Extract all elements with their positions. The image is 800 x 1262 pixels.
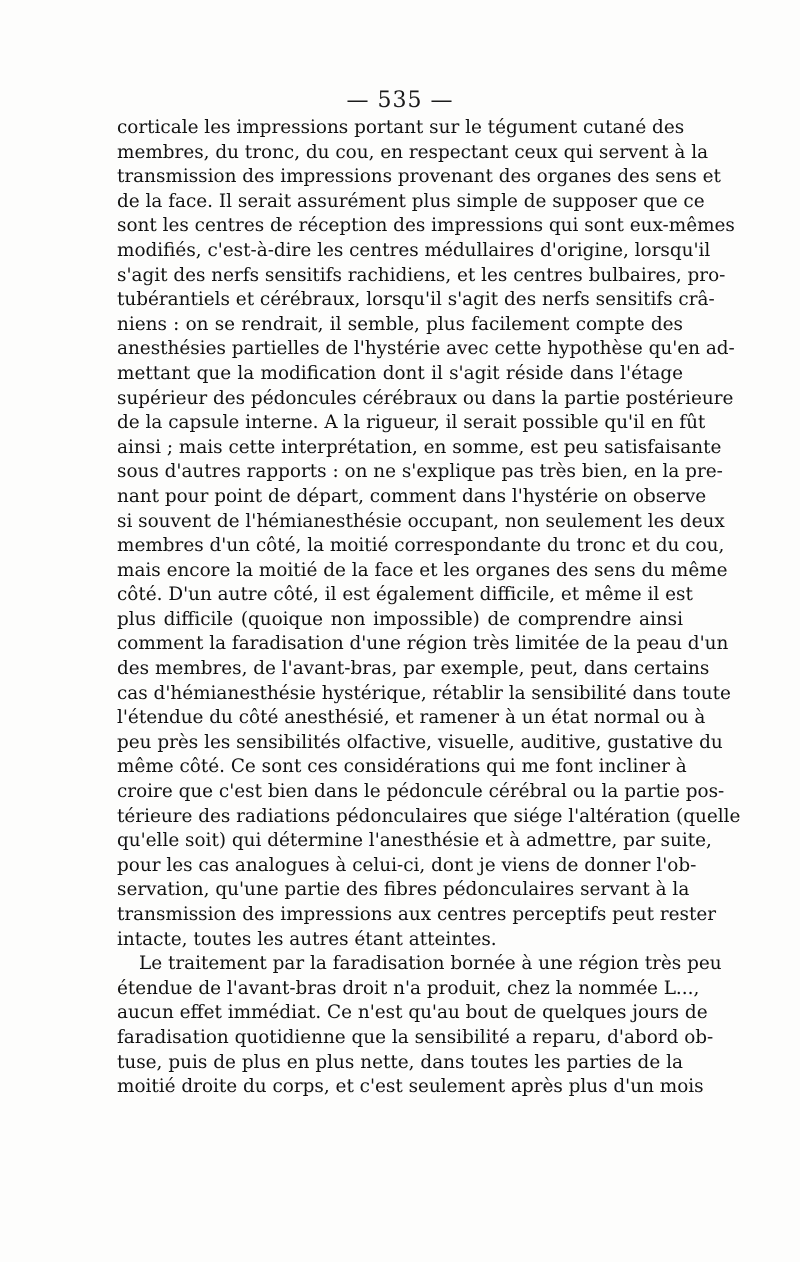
text-line: transmission des impressions provenant des organes des sens et <box>117 166 721 188</box>
text-line: modifiés, c'est-à-dire les centres médullaires d'origine, lorsqu'il <box>117 239 711 261</box>
paragraph-end-line: intacte, toutes les autres étant atteintes. <box>117 928 497 950</box>
text-line: cas d'hémianesthésie hystérique, rétablir la sensibilité dans toute <box>117 682 731 704</box>
text-line: ainsi ; mais cette interprétation, en somme, est peu satisfaisante <box>117 436 722 458</box>
text-line: aucun effet immédiat. Ce n'est qu'au bout de quelques jours de <box>117 1002 708 1024</box>
text-line: servation, qu'une partie des fibres pédonculaires servant à la <box>117 879 690 901</box>
text-line: tuse, puis de plus en plus nette, dans toutes les parties de la <box>117 1051 683 1073</box>
text-line: peu près les sensibilités olfactive, visuelle, auditive, gustative du <box>117 731 723 753</box>
text-line: mais encore la moitié de la face et les organes des sens du même <box>117 559 728 581</box>
text-line: côté. D'un autre côté, il est également difficile, et même il est <box>117 584 693 606</box>
text-line: s'agit des nerfs sensitifs rachidiens, et les centres bulbaires, pro- <box>117 264 726 286</box>
text-line: nant pour point de départ, comment dans l'hystérie on observe <box>117 485 707 507</box>
text-line: sous d'autres rapports : on ne s'explique pas très bien, en la pre- <box>117 461 723 483</box>
text-line: croire que c'est bien dans le pédoncule cérébral ou la partie pos- <box>117 781 725 803</box>
text-line: étendue de l'avant-bras droit n'a produit, chez la nommée L..., <box>117 977 700 999</box>
text-line: qu'elle soit) qui détermine l'anesthésie et à admettre, par suite, <box>117 830 712 852</box>
body-text <box>117 116 741 1100</box>
text-line: supérieur des pédoncules cérébraux ou dans la partie postérieure <box>117 387 734 409</box>
text-line: membres d'un côté, la moitié correspondante du tronc et du cou, <box>117 535 725 557</box>
text-line: si souvent de l'hémianesthésie occupant, non seulement les deux <box>117 510 725 532</box>
text-line: comment la faradisation d'une région très limitée de la peau d'un <box>117 633 729 655</box>
text-line: des membres, de l'avant-bras, par exemple, peut, dans certains <box>117 658 710 680</box>
text-line: pour les cas analogues à celui-ci, dont je viens de donner l'ob- <box>117 854 697 876</box>
page-number: — 535 — <box>346 88 454 113</box>
text-line: membres, du tronc, du cou, en respectant ceux qui servent à la <box>117 141 709 163</box>
paragraph-start-line: Le traitement par la faradisation bornée à une région très peu <box>139 953 722 975</box>
text-line: tubérantiels et cérébraux, lorsqu'il s'agit des nerfs sensitifs crâ- <box>117 289 715 311</box>
text-line: faradisation quotidienne que la sensibilité a reparu, d'abord ob- <box>117 1026 714 1048</box>
text-line: l'étendue du côté anesthésié, et ramener à un état normal ou à <box>117 707 706 729</box>
text-line: térieure des radiations pédonculaires que siége l'altération (quelle <box>117 805 741 827</box>
text-line: de la face. Il serait assurément plus simple de supposer que ce <box>117 190 705 212</box>
text-line: sont les centres de réception des impressions qui sont eux-mêmes <box>117 215 735 237</box>
text-line: corticale les impressions portant sur le tégument cutané des <box>117 117 685 138</box>
text-line: plus difficile (quoique non impossible) de comprendre ainsi <box>117 608 683 630</box>
text-line: mettant que la modification dont il s'agit réside dans l'étage <box>117 362 683 384</box>
text-line: même côté. Ce sont ces considérations qui me font incliner à <box>117 756 687 778</box>
text-line: transmission des impressions aux centres perceptifs peut rester <box>117 904 717 925</box>
text-line: moitié droite du corps, et c'est seulement après plus d'un mois <box>117 1076 704 1098</box>
text-line: de la capsule interne. A la rigueur, il serait possible qu'il en fût <box>117 412 706 434</box>
text-line: anesthésies partielles de l'hystérie avec cette hypothèse qu'en ad- <box>117 338 735 360</box>
text-line: niens : on se rendrait, il semble, plus facilement compte des <box>117 313 683 335</box>
